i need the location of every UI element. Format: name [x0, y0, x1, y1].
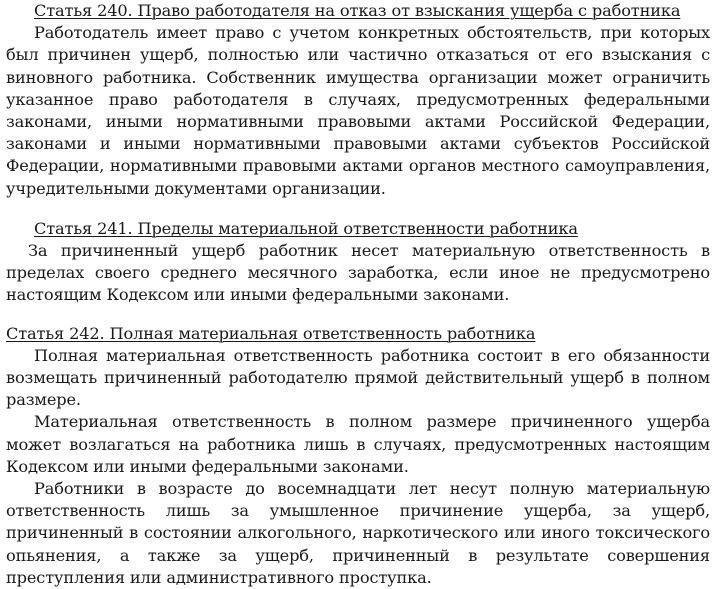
article-242	[6, 323, 710, 589]
document-page	[6, 0, 710, 589]
article-240-heading: Статья 240. Право работодателя на отказ от взыскания ущерба с работника	[34, 1, 681, 20]
article-241-heading: Статья 241. Пределы материальной ответственности работника	[34, 218, 578, 238]
article-241	[6, 218, 710, 307]
article-242-heading: Статья 242. Полная материальная ответственность работника	[6, 323, 536, 343]
article-242-paragraph-3: Работники в возрасте до восемнадцати лет несут полную материальную ответственность лишь за умышленное причинение ущерба, за ущерб, причиненный в состоянии алкогольного, наркотического или иного токсического опьянения, а также за ущерб, причиненный в результате совершения преступления или административного проступка.	[6, 479, 710, 587]
article-242-paragraph-2: Материальная ответственность в полном размере причиненного ущерба может возлагаться на работника лишь в случаях, предусмотренных настоящим Кодексом или иными федеральными законами.	[6, 412, 710, 476]
article-240	[6, 0, 710, 200]
article-241-paragraph: За причиненный ущерб работник несет материальную ответственность в пределах своего среднего месячного заработка, если иное не предусмотрено настоящим Кодексом или иными федеральными законами.	[6, 241, 710, 305]
article-242-paragraph-1: Полная материальная ответственность работника состоит в его обязанности возмещать причиненный работодателю прямой действительный ущерб в полном размере.	[6, 345, 710, 410]
article-240-paragraph: Работодатель имеет право с учетом конкретных обстоятельств, при которых был причинен ущерб, полностью или частично отказаться от его взыскания с виновного работника. Собственник имущества организации может ограничить указанное право работодателя в случаях, предусмотренных федеральными законами, иными нормативными правовыми актами Российской Федерации, законами и иными нормативными правовыми актами субъектов Российской Федерации, нормативными правовыми актами органов местного самоуправления, учредительными документами организации.	[6, 23, 710, 198]
